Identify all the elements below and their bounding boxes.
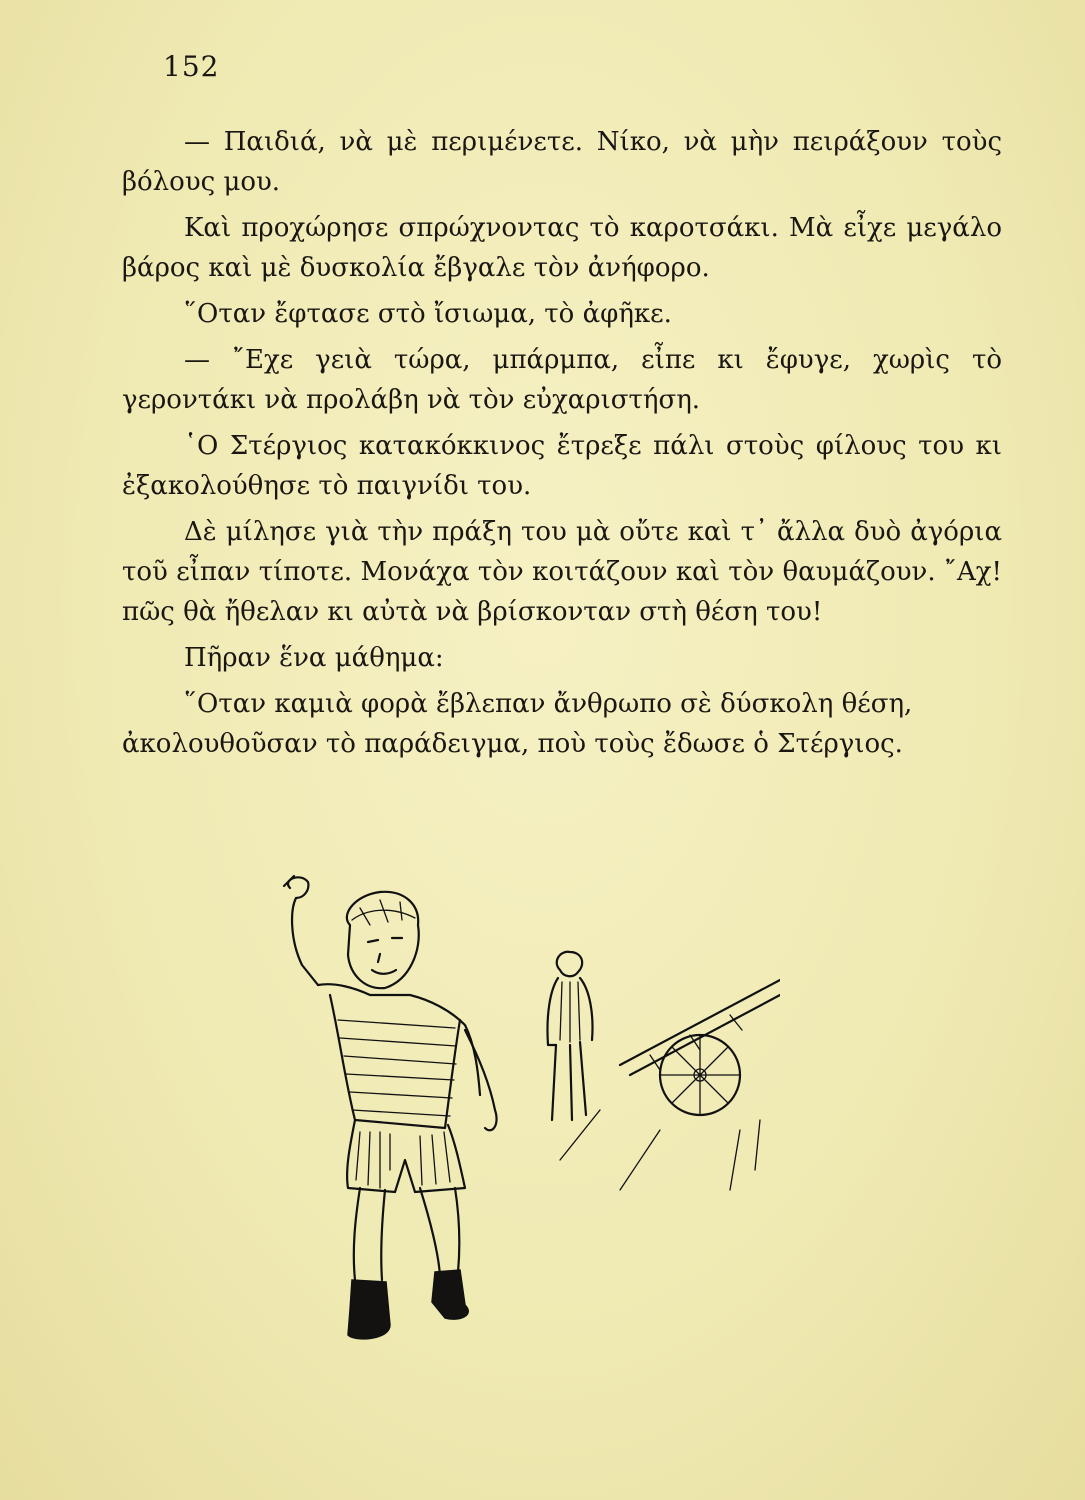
paragraph: — ῎Εχε γειὰ τώρα, μπάρμπα, εἶπε κι ἔφυγε, χωρὶς τὸ γεροντάκι νὰ προλάβη νὰ τὸν εὐχαριστήση. [122,345,1002,415]
paragraph: Πῆραν ἕνα μάθημα: [184,643,444,673]
paragraph: ῞Οταν ἔφτασε στὸ ἴσιωμα, τὸ ἀφῆκε. [184,299,672,329]
story-text [122,122,1002,770]
paragraph: — Παιδιά, νὰ μὲ περιμένετε. Νίκο, νὰ μὴν πειράξουν τοὺς βόλους μου. [122,127,1002,197]
paragraph: ῞Οταν καμιὰ φορὰ ἔβλεπαν ἄνθρωπο σὲ δύσκολη θέση, ἀκολουθοῦσαν τὸ παράδειγμα, ποὺ τοὺς ἔδωσε ὁ Στέργιος. [122,689,913,759]
paragraph: Δὲ μίλησε γιὰ τὴν πράξη του μὰ οὔτε καὶ τ᾿ ἄλλα δυὸ ἀγόρια τοῦ εἶπαν τίποτε. Μονάχα τὸν κοιτάζουν καὶ τὸν θαυμάζουν. ῎Αχ! πῶς θὰ ἤθελαν κι αὐτὰ νὰ βρίσκονταν στὴ θέση του! [122,517,1002,627]
ink-illustration [260,870,780,1370]
paragraph: ῾Ο Στέργιος κατακόκκινος ἔτρεξε πάλι στοὺς φίλους του κι ἐξακολούθησε τὸ παιγνίδι του. [122,431,1002,501]
paragraph: Καὶ προχώρησε σπρώχνοντας τὸ καροτσάκι. Μὰ εἶχε μεγάλο βάρος καὶ μὲ δυσκολία ἔβγαλε τὸν ἀνήφορο. [122,213,1002,283]
cart-drawing [560,980,780,1190]
old-man-figure [547,952,592,1120]
boy-figure [284,876,497,1339]
page-number: 152 [163,50,220,83]
